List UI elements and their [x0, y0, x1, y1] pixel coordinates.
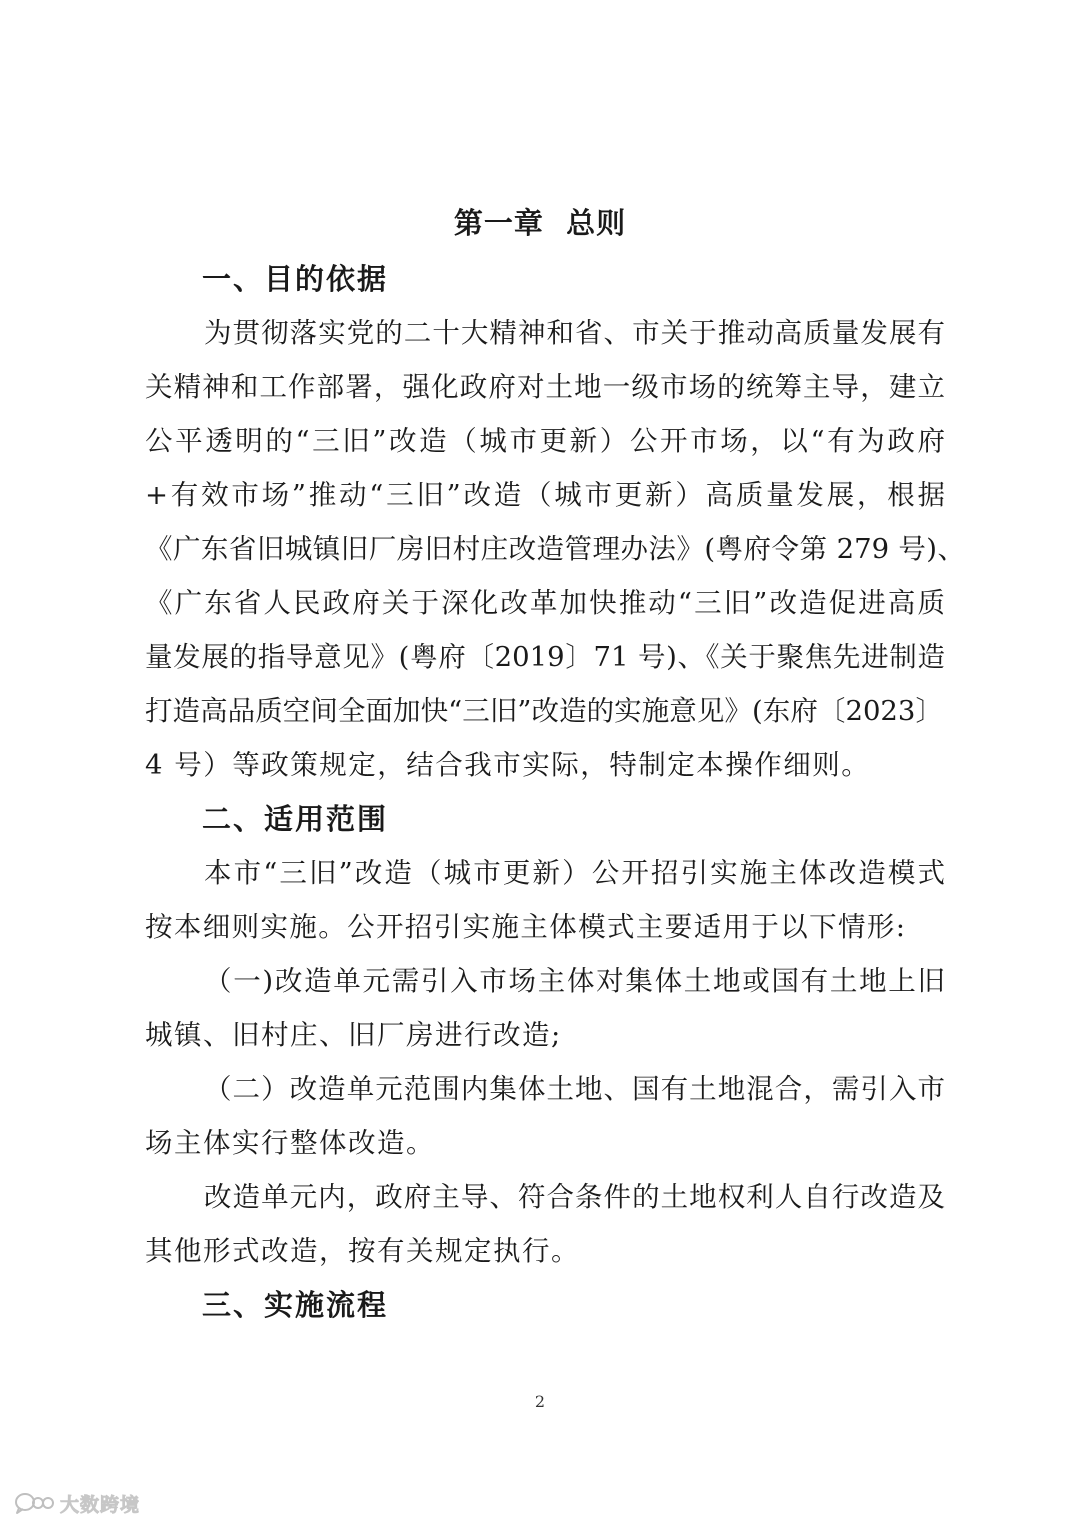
paragraph-line: 公平透明的“三旧”改造（城市更新）公开市场，以“有为政府: [145, 425, 945, 457]
paragraph-line: 打造高品质空间全面加快“三旧”改造的实施意见》(东府〔2023〕: [145, 695, 943, 727]
paragraph-line: 4 号）等政策规定，结合我市实际，特制定本操作细则。: [145, 749, 871, 781]
paragraph-line: 量发展的指导意见》(粤府〔2019〕71 号)、《关于聚焦先进制造: [145, 641, 945, 673]
section-heading-purpose: 一、目的依据: [202, 262, 389, 296]
watermark-text: 大数跨境: [60, 1493, 141, 1516]
paragraph-line: 城镇、旧村庄、旧厂房进行改造;: [145, 1019, 562, 1051]
watermark: [14, 1490, 140, 1516]
paragraph-line: （一)改造单元需引入市场主体对集体土地或国有土地上旧: [204, 965, 945, 997]
page-number: 2: [534, 1392, 546, 1411]
paragraph-line: 为贯彻落实党的二十大精神和省、市关于推动高质量发展有: [204, 317, 945, 349]
paragraph-line: 其他形式改造，按有关规定执行。: [145, 1235, 580, 1267]
paragraph-line: +有效市场”推动“三旧”改造（城市更新）高质量发展，根据: [145, 479, 945, 511]
paragraph-line: 《广东省旧城镇旧厂房旧村庄改造管理办法》(粤府令第 279 号)、: [145, 533, 965, 565]
paragraph-line: 本市“三旧”改造（城市更新）公开招引实施主体改造模式: [204, 857, 945, 889]
chapter-title: 第一章 总则: [453, 206, 627, 240]
paragraph-line: （二）改造单元范围内集体土地、国有土地混合，需引入市: [204, 1073, 945, 1105]
section-heading-procedure: 三、实施流程: [202, 1288, 389, 1322]
paragraph-line: 改造单元内，政府主导、符合条件的土地权利人自行改造及: [204, 1181, 945, 1213]
speech-bubble-logo-icon: [14, 1491, 54, 1515]
paragraph-line: 《广东省人民政府关于深化改革加快推动“三旧”改造促进高质: [145, 587, 945, 619]
paragraph-line: 场主体实行整体改造。: [145, 1127, 435, 1159]
paragraph-line: 按本细则实施。公开招引实施主体模式主要适用于以下情形:: [145, 911, 905, 943]
section-heading-scope: 二、适用范围: [202, 802, 389, 836]
paragraph-line: 关精神和工作部署，强化政府对土地一级市场的统筹主导，建立: [145, 371, 945, 403]
